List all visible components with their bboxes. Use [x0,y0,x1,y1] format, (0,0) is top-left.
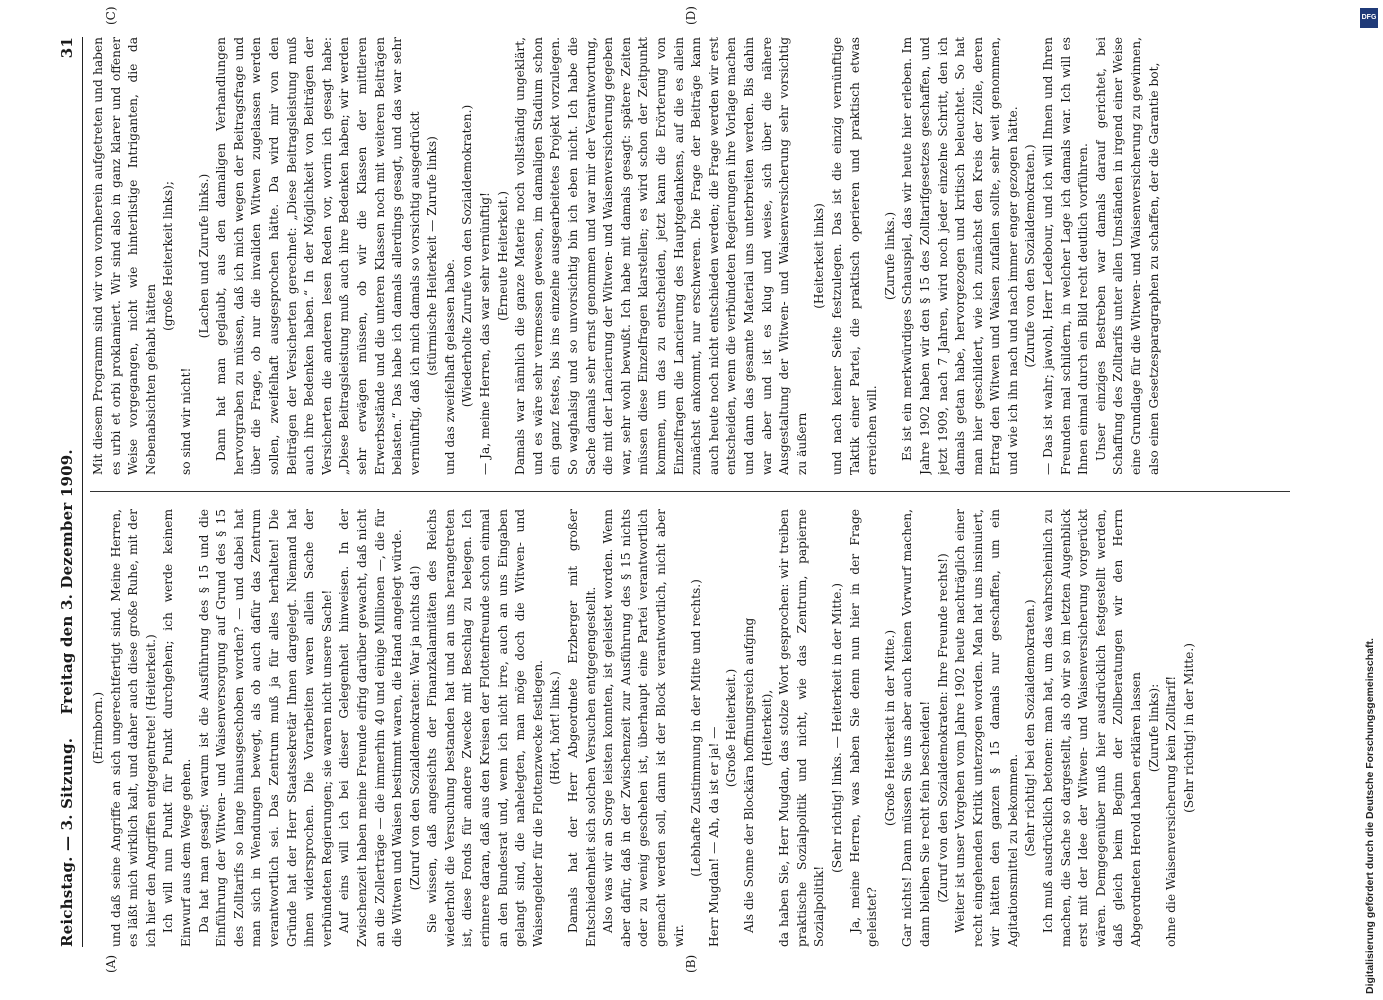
paragraph: Sie wissen, daß angesichts der Finanzkalamitäten des Reichs wiederholt die Versuchung bestanden hat und an uns herangetreten ist, diese Fonds für andere Zwecke mit Beschlag zu belegen. Ich erinnere daran, daß aus den Kreisen der Flottenfreunde schon einmal an den Bundesrat und, wenn ich nicht irre, auch an uns Eingaben gelangt sind, die nahelegten, man möge doch die Witwen- und Waisengelder für die Flottenzwecke festlegen. [425,509,545,947]
paragraph: Als die Sonne der Blockära hoffnungsreich aufging [741,617,756,933]
paragraph: Auf eins will ich bei dieser Gelegenheit hinweisen. In der Zwischenzeit haben meine Freunde eifrig darüber gewacht, daß nicht an die Zollerträge — die immerhin 40 und einige Millionen —, die für die Witwen und Waisen bestimmt waren, die Hand angelegt würde. [337,509,405,947]
paragraph: — Ja, meine Herren, das war sehr vernünftig! [478,192,493,475]
interjection: (Lebhafte Zustimmung in der Mitte und rechts.) [689,579,704,877]
paragraph: Unser einziges Bestreben war damals darauf gerichtet, bei Schaffung des Zolltarifs unter allen Umständen in irgend einer Weise eine Grundlage für die Witwen- und Waisenversicherung zu gewinnen, also einen Gesetzesparagraphen zu schaffen, der die Garantie bot, [1093,37,1161,475]
interjection: (Zurufe links.) [882,211,897,301]
paragraph: Es ist ein merkwürdiges Schauspiel, das wir heute hier erleben. Im Jahre 1902 haben wir den § 15 des Zolltarifgesetzes geschaffen, und jetzt 1909, nach 7 Jahren, wird noch jeder einzelne Schritt, den ich damals getan habe, hervorgezogen und kritisch beleuchtet. So hat man hier geschildert, wie ich zunächst den Kreis der Zölle, deren Ertrag den Witwen und Waisen zufallen sollte, sehr weit genommen, und wie ich ihn nach und nach immer enger gezogen hätte. [900,37,1020,475]
dfg-logo: DFG [1360,8,1378,28]
interjection: (stürmische Heiterkeit — Zurufe links) [425,136,440,376]
interjection: (Lachen und Zurufe links.) [196,173,211,339]
running-head-title: Reichstag. — 3. Sitzung. [58,737,76,947]
document-page [56,6,1306,973]
interjection: (Wiederholte Zurufe von den Sozialdemokraten.) [460,104,475,408]
left-column [90,509,1290,947]
interjection: (Zurufe links): [1146,683,1161,773]
interjection: (Erimborn.) [91,691,105,765]
paragraph: und daß seine Angriffe an sich ungerechtfertigt sind. Meine Herren, es läßt mich wirklich kalt, und daher auch diese große Ruhe, mit der ich hier den Angriffen entgegentrete! (Heiterkeit.) [108,509,158,947]
header-rule [82,37,83,947]
margin-mark-c: (C) [104,6,118,25]
paragraph: Mit diesem Programm sind wir von vornherein aufgetreten und haben es urbi et orbi proklamiert. Wir sind also in ganz klarer und offener Weise vorgegangen, nicht wie hinterlistige Intriganten, die da Nebenabsichten gehabt hätten [91,37,158,475]
paragraph: Ich muß ausdrücklich betonen: man hat, um das wahrscheinlich zu machen, die Sache so dargestellt, als ob wir so im letzten Augenblick erst mit der Idee der Witwen- und Waisenversicherung vorgerückt wären. Demgegenüber muß hier ausdrücklich festgestellt werden, daß gleich beim Beginn der Zollberatungen wir den Herrn Abgeordneten Herold haben erklären lassen [1041,509,1144,947]
interjection: (Heiterkeit links) [812,203,827,309]
right-column [90,37,1290,475]
running-head-date-page [58,37,76,715]
paragraph: und das zweifelhaft gelassen habe. [442,258,457,475]
interjection: (Sehr richtig! links. — Heiterkeit in der Mitte.) [829,582,844,874]
paragraph: Da hat man gesagt: warum ist die Ausführung des § 15 und die Einführung der Witwen- und Waisenversorgung auf Grund des § 15 des Zolltarifs so lange hinausgeschoben worden? — und dabei hat man sich in Wendungen bewegt, als ob auch dafür das Zentrum verantwortlich sei. Das Zentrum muß ja für alles herhalten! Die Gründe hat der Herr Staatssekretär Ihnen dargelegt. Niemand hat ihnen widersprochen. Die Vorarbeiten waren allein Sache der verbündeten Regierungen; sie waren nicht unsere Sache! [196,509,334,947]
paragraph: Ich will nun Punkt für Punkt durchgehen; ich werde keinem Einwurf aus dem Wege gehen. [161,509,193,947]
paragraph: Herr Mugdan! — Ah, da ist er ja! — [706,726,721,947]
margin-mark-d: (D) [684,6,698,25]
interjection: (Zuruf von den Sozialdemokraten: Ihre Freunde rechts!) [935,553,950,903]
paragraph: Damals hat der Herr Abgeordnete Erzberger mit großer Entschiedenheit sich solchen Versuchen entgegengestellt. [566,509,598,947]
paragraph: so sind wir nicht! [178,367,193,475]
paragraph: und nach keiner Seite festzulegen. Das ist die einzig vernünftige Taktik einer Partei, die praktisch operieren und praktisch etwas erreichen will. [829,37,880,475]
interjection: (Zuruf von den Sozialdemokraten: War ja nichts da!) [407,565,422,891]
paragraph: Weiter ist unser Vorgehen vom Jahre 1902 heute nachträglich einer recht eingehenden Kritik unterzogen worden. Man hat uns insinuiert, wir hätten den ganzen § 15 damals nur geschaffen, um ein Agitationsmittel zu bekommen. [953,509,1020,947]
margin-mark-b: (B) [684,954,698,973]
page-number: 31 [58,37,76,59]
paragraph: Gar nichts! Dann müssen Sie uns aber auch keinen Vorwurf machen, dann bleiben Sie recht fein bescheiden! [900,509,932,947]
paragraph: ohne die Waisenversicherung kein Zolltarif! [1164,675,1179,947]
digitization-note: Digitalisierung gefördert durch die Deutsche Forschungsgemeinschaft. [1364,638,1376,994]
interjection: (Heiterkeit), [759,689,774,767]
interjection: (Sehr richtig! in der Mitte.) [1181,643,1196,813]
paragraph: da haben Sie, Herr Mugdan, das stolze Wort gesprochen: wir treiben praktische Sozialpolitik und nicht, wie das Zentrum, papierne Sozialpolitik! [777,509,827,947]
paragraph: — Das ist wahr; jawohl, Herr Ledebour, und ich will Ihnen und Ihren Freunden mal schildern, in welcher Lage ich damals war. Ich will es Ihnen einmal durch ein Bild recht deutlich vorführen. [1041,37,1091,475]
interjection: (Große Heiterkeit in der Mitte.) [882,629,897,827]
margin-mark-a: (A) [104,954,118,973]
interjection: (Sehr richtig! bei den Sozialdemokraten.) [1023,599,1038,857]
paragraph: Dann hat man geglaubt, aus den damaligen Verhandlungen hervorgraben zu müssen, daß ich mich wegen der Beitragsfrage und über die Frage, ob nur die invaliden Witwen zugelassen werden sollen, zweifelhaft ausgesprochen hätte. Da wird mir von den Beiträgen der Versicherten gerechnet: „Diese Beitragsleistung muß auch ihre Bedenken haben.“ In der Möglichkeit von Beiträgen der Versicherten die anderen lesen Reden vor, worin ich gesagt habe: „Diese Beitragsleistung muß auch ihre Bedenken haben; wir werden sehr erwägen müssen, ob wir die Klassen der mittleren Erwerbsstände und die unteren Klassen noch mit weiteren Beiträgen belasten.“ Das habe ich damals allerdings gesagt, und das war sehr vernünftig, daß ich mich damals so vorsichtig ausgedrückt [214,37,422,475]
interjection: (Große Heiterkeit.) [724,668,739,788]
interjection: (Zurufe von den Sozialdemokraten.) [1023,144,1038,368]
column-rule [90,491,1290,492]
interjection: (Erneute Heiterkeit.) [495,190,510,322]
running-head-date: Freitag den 3. Dezember 1909. [58,449,76,715]
paragraph: Damals war nämlich die ganze Materie noch vollständig ungeklärt, und es wäre sehr vermessen gewesen, im damaligen Stadium schon ein ganz festes, bis ins einzelne ausgearbeitetes Projekt vorzulegen. So waghalsig und so unvorsichtig bin ich eben nicht. Ich habe die Sache damals sehr ernst genommen und war mir der Verantwortung, die mit der Lancierung der Witwen- und Waisenversicherung gegeben war, sehr wohl bewußt. Ich habe mit damals gesagt: spätere Zeiten müssen diese Einzelfragen klarstellen; es wird schon der Zeitpunkt kommen, um das zu entscheiden, jetzt kann die Erörterung von Einzelfragen die Lancierung des Hauptgedankens, auf die es allein zunächst ankommt, nur erschweren. Die Frage der Beiträge kann auch heute noch nicht entschieden werden; die Frage werden wir erst entscheiden, wenn die verbündeten Regierungen ihre Vorlage machen und dann das gesamte Material uns unterbreiten werden. Bis dahin war aber und ist es klug und weise, sich über die nähere Ausgestaltung der Witwen- und Waisenversicherung sehr vorsichtig zu äußern [513,37,809,475]
running-head [56,37,82,947]
interjection: (große Heiterkeit links); [161,180,176,332]
paragraph: Also was wir an Sorge leisten konnten, ist geleistet worden. Wenn aber dafür, daß in der Zwischenzeit zur Ausführung des § 15 nichts oder zu wenig geschehen ist, überhaupt eine Partei verantwortlich gemacht werden soll, dann ist der Block verantwortlich, nicht aber wir. [601,509,686,947]
interjection: (Hört, hört! links.) [548,671,563,785]
paragraph: Ja, meine Herren, was haben Sie denn nun hier in der Frage geleistet? [847,509,880,947]
